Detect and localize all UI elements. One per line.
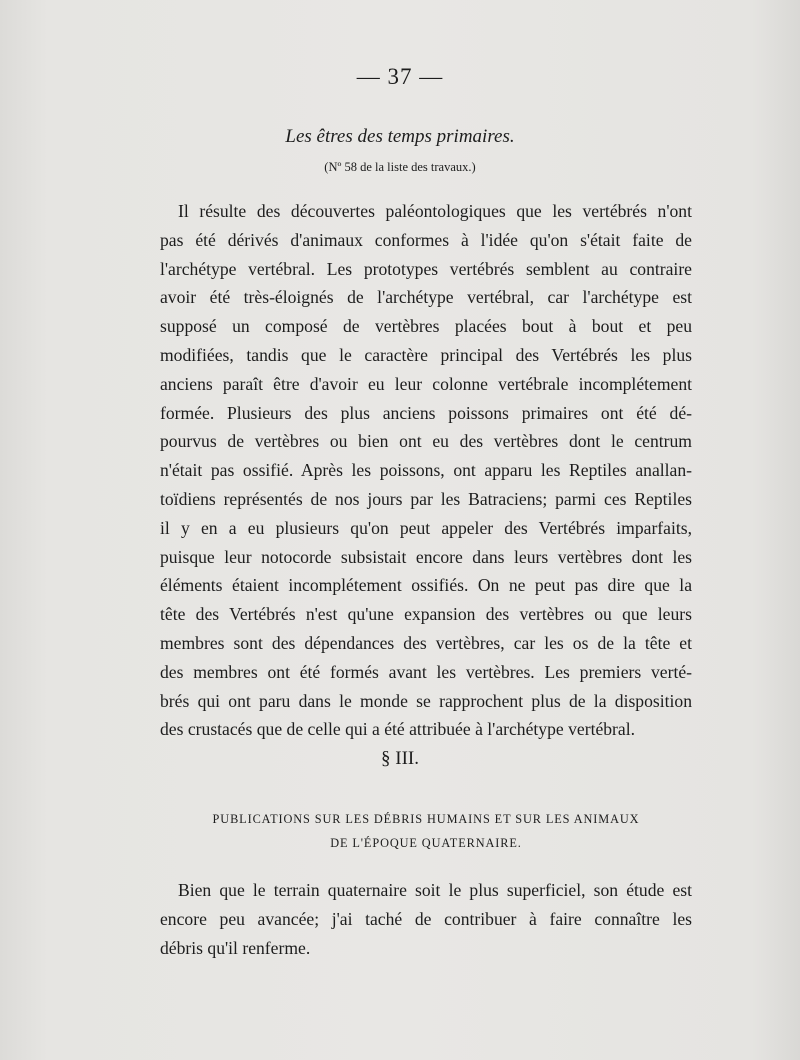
- text-line: puisque leur notocorde subsistait encore dans leurs vertèbres dont les: [160, 546, 692, 567]
- text-line: pourvus de vertèbres ou bien ont eu des vertèbres dont le centrum: [160, 431, 692, 452]
- text-line: modifiées, tandis que le caractère principal des Vertébrés les plus: [160, 344, 692, 365]
- text-line: débris qu'il renferme.: [160, 937, 311, 958]
- text-line: brés qui ont paru dans le monde se rapprochent plus de la disposition: [160, 690, 692, 711]
- text-line: n'était pas ossifié. Après les poissons, ont apparu les Reptiles anallan-: [160, 460, 692, 481]
- text-line: l'archétype vertébral. Les prototypes vertébrés semblent au contraire: [160, 258, 692, 279]
- text-line: tête des Vertébrés n'est qu'une expansion des vertèbres ou que leurs: [160, 604, 692, 625]
- paragraph-quaternary: [160, 876, 692, 962]
- text-line: supposé un composé de vertèbres placées bout à bout et peu: [160, 316, 692, 337]
- text-line: Il résulte des découvertes paléontologiques que les vertébrés n'ont: [178, 201, 692, 221]
- section-heading-line-1: PUBLICATIONS SUR LES DÉBRIS HUMAINS ET SUR LES ANIMAUX: [212, 812, 640, 826]
- text-line: formée. Plusieurs des plus anciens poissons primaires ont été dé-: [160, 402, 692, 423]
- section-reference: (Nº 58 de la liste des travaux.): [324, 160, 476, 174]
- text-line: toïdiens représentés de nos jours par les Batraciens; parmi ces Reptiles: [160, 488, 692, 509]
- text-line: encore peu avancée; j'ai taché de contribuer à faire connaître les: [160, 908, 692, 929]
- section-number: § III.: [381, 748, 419, 769]
- text-line: il y en a eu plusieurs qu'on peut appeler des Vertébrés imparfaits,: [160, 517, 692, 538]
- page-number: — 37 —: [356, 64, 444, 89]
- text-line: avoir été très-éloignés de l'archétype vertébral, car l'archétype est: [160, 287, 692, 308]
- section-title: Les êtres des temps primaires.: [285, 126, 515, 147]
- text-line: pas été dérivés d'animaux conformes à l'idée qu'on s'était faite de: [160, 229, 692, 250]
- text-line: éléments étaient incomplétement ossifiés. On ne peut pas dire que la: [160, 575, 692, 596]
- paragraph-primary-beings: [160, 197, 692, 744]
- section-heading-line-2: DE L'ÉPOQUE QUATERNAIRE.: [330, 836, 522, 850]
- text-line: des crustacés que de celle qui a été attribuée à l'archétype vertébral.: [160, 719, 636, 740]
- text-line: membres sont des dépendances des vertèbres, car les os de la tête et: [160, 632, 692, 653]
- text-line: Bien que le terrain quaternaire soit le plus superficiel, son étude est: [178, 880, 692, 900]
- text-line: des membres ont été formés avant les vertèbres. Les premiers verté-: [160, 661, 692, 682]
- text-line: anciens paraît être d'avoir eu leur colonne vertébrale incomplétement: [160, 373, 692, 394]
